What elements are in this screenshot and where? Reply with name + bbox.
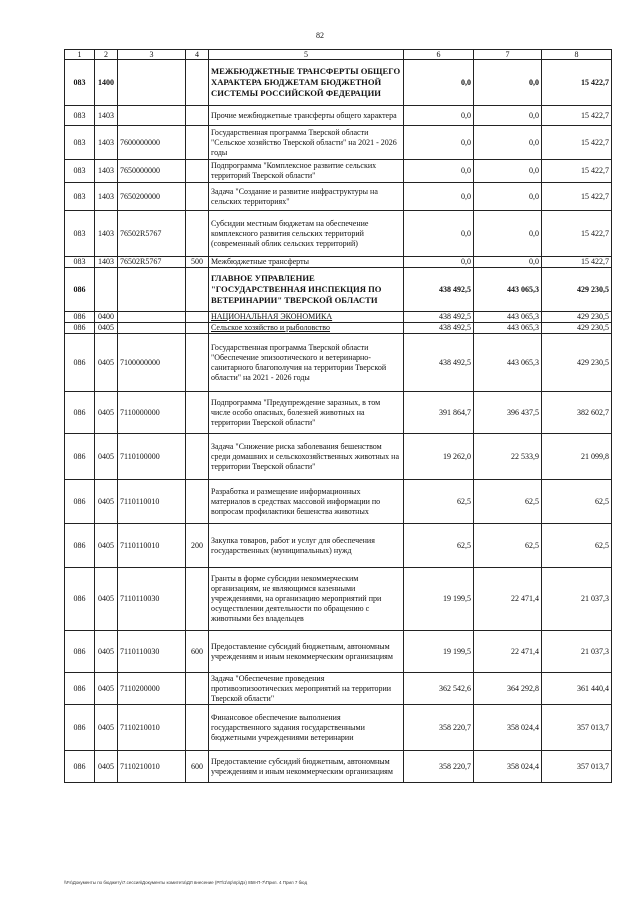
cell-amount-col8: 429 230,5 bbox=[542, 312, 612, 323]
cell-target-article: 7110110010 bbox=[118, 480, 186, 524]
cell-admin-code: 086 bbox=[65, 334, 95, 392]
cell-target-article: 76502R5767 bbox=[118, 257, 186, 268]
table-row bbox=[65, 106, 612, 126]
cell-amount-col6: 438 492,5 bbox=[404, 268, 474, 312]
cell-expense-type bbox=[186, 60, 209, 106]
cell-section-code: 0405 bbox=[95, 480, 118, 524]
cell-admin-code: 086 bbox=[65, 631, 95, 673]
cell-amount-col6: 0,0 bbox=[404, 126, 474, 160]
cell-admin-code: 083 bbox=[65, 160, 95, 183]
table-row bbox=[65, 524, 612, 568]
cell-admin-code: 083 bbox=[65, 257, 95, 268]
cell-amount-col8: 21 099,8 bbox=[542, 434, 612, 480]
cell-admin-code: 083 bbox=[65, 106, 95, 126]
cell-amount-col7: 0,0 bbox=[474, 211, 542, 257]
cell-section-code: 1403 bbox=[95, 126, 118, 160]
cell-admin-code: 086 bbox=[65, 568, 95, 631]
cell-target-article: 7110110030 bbox=[118, 631, 186, 673]
cell-amount-col7: 22 533,9 bbox=[474, 434, 542, 480]
cell-expense-type bbox=[186, 323, 209, 334]
cell-amount-col6: 0,0 bbox=[404, 160, 474, 183]
cell-admin-code: 083 bbox=[65, 60, 95, 106]
file-path-footer: \\Fs\Документы по бюджету\7.сессия\Документы комитета\ДЛ внесение (РП\1\пр\пр\Дэ) 858-П-7\Прил. 4 Прил 7 бюд bbox=[64, 880, 308, 885]
cell-description: Государственная программа Тверской области "Сельское хозяйство Тверской области" на 2021 - 2026 годы bbox=[209, 126, 404, 160]
cell-section-code: 0405 bbox=[95, 568, 118, 631]
cell-description: Задача "Снижение риска заболевания бешенством среди домашних и сельскохозяйственных животных на территории Тверской области" bbox=[209, 434, 404, 480]
cell-amount-col7: 0,0 bbox=[474, 106, 542, 126]
table-row bbox=[65, 705, 612, 751]
cell-target-article: 7650200000 bbox=[118, 183, 186, 211]
table-row bbox=[65, 323, 612, 334]
cell-target-article bbox=[118, 323, 186, 334]
cell-expense-type bbox=[186, 183, 209, 211]
cell-expense-type bbox=[186, 160, 209, 183]
column-header: 6 bbox=[404, 50, 474, 60]
cell-expense-type bbox=[186, 434, 209, 480]
cell-section-code: 0405 bbox=[95, 751, 118, 783]
cell-amount-col6: 19 262,0 bbox=[404, 434, 474, 480]
cell-target-article: 7600000000 bbox=[118, 126, 186, 160]
cell-admin-code: 086 bbox=[65, 705, 95, 751]
table-row bbox=[65, 673, 612, 705]
table-row bbox=[65, 257, 612, 268]
cell-section-code bbox=[95, 268, 118, 312]
cell-admin-code: 086 bbox=[65, 751, 95, 783]
cell-admin-code: 086 bbox=[65, 434, 95, 480]
cell-description: Предоставление субсидий бюджетным, автономным учреждениям и иным некоммерческим организациям bbox=[209, 631, 404, 673]
table-row bbox=[65, 211, 612, 257]
cell-amount-col8: 62,5 bbox=[542, 524, 612, 568]
cell-expense-type bbox=[186, 568, 209, 631]
cell-amount-col7: 358 024,4 bbox=[474, 751, 542, 783]
column-header: 2 bbox=[95, 50, 118, 60]
cell-amount-col6: 358 220,7 bbox=[404, 705, 474, 751]
cell-amount-col7: 22 471,4 bbox=[474, 631, 542, 673]
cell-target-article bbox=[118, 312, 186, 323]
cell-admin-code: 083 bbox=[65, 183, 95, 211]
cell-amount-col7: 22 471,4 bbox=[474, 568, 542, 631]
cell-target-article: 7100000000 bbox=[118, 334, 186, 392]
cell-description: Подпрограмма "Комплексное развитие сельских территорий Тверской области" bbox=[209, 160, 404, 183]
table-row bbox=[65, 126, 612, 160]
cell-amount-col6: 438 492,5 bbox=[404, 312, 474, 323]
cell-target-article: 7110210010 bbox=[118, 705, 186, 751]
cell-amount-col8: 15 422,7 bbox=[542, 126, 612, 160]
cell-expense-type: 500 bbox=[186, 257, 209, 268]
cell-amount-col7: 443 065,3 bbox=[474, 268, 542, 312]
cell-amount-col6: 0,0 bbox=[404, 183, 474, 211]
cell-admin-code: 086 bbox=[65, 323, 95, 334]
cell-amount-col6: 438 492,5 bbox=[404, 323, 474, 334]
cell-section-code: 0405 bbox=[95, 323, 118, 334]
cell-amount-col6: 19 199,5 bbox=[404, 631, 474, 673]
cell-amount-col7: 443 065,3 bbox=[474, 334, 542, 392]
cell-description: Финансовое обеспечение выполнения государственного задания государственными бюджетными учреждениями ветеринарии bbox=[209, 705, 404, 751]
cell-admin-code: 083 bbox=[65, 211, 95, 257]
cell-expense-type bbox=[186, 334, 209, 392]
cell-amount-col6: 438 492,5 bbox=[404, 334, 474, 392]
table-row bbox=[65, 480, 612, 524]
cell-description: ГЛАВНОЕ УПРАВЛЕНИЕ "ГОСУДАРСТВЕННАЯ ИНСПЕКЦИЯ ПО ВЕТЕРИНАРИИ" ТВЕРСКОЙ ОБЛАСТИ bbox=[209, 268, 404, 312]
cell-amount-col8: 361 440,4 bbox=[542, 673, 612, 705]
cell-section-code: 0405 bbox=[95, 524, 118, 568]
cell-amount-col6: 0,0 bbox=[404, 211, 474, 257]
cell-admin-code: 086 bbox=[65, 312, 95, 323]
cell-expense-type bbox=[186, 211, 209, 257]
cell-target-article: 7110200000 bbox=[118, 673, 186, 705]
cell-section-code: 0400 bbox=[95, 312, 118, 323]
table-row bbox=[65, 183, 612, 211]
cell-amount-col6: 362 542,6 bbox=[404, 673, 474, 705]
cell-amount-col7: 443 065,3 bbox=[474, 323, 542, 334]
cell-section-code: 1403 bbox=[95, 257, 118, 268]
cell-target-article: 7650000000 bbox=[118, 160, 186, 183]
cell-section-code: 1403 bbox=[95, 106, 118, 126]
cell-expense-type bbox=[186, 705, 209, 751]
table-row bbox=[65, 160, 612, 183]
cell-description: Задача "Обеспечение проведения противоэпизоотических мероприятий на территории Тверской области" bbox=[209, 673, 404, 705]
cell-expense-type: 600 bbox=[186, 751, 209, 783]
cell-target-article: 7110110030 bbox=[118, 568, 186, 631]
cell-admin-code: 083 bbox=[65, 126, 95, 160]
cell-target-article bbox=[118, 106, 186, 126]
cell-amount-col7: 62,5 bbox=[474, 480, 542, 524]
cell-amount-col7: 0,0 bbox=[474, 160, 542, 183]
cell-amount-col8: 15 422,7 bbox=[542, 257, 612, 268]
cell-amount-col6: 0,0 bbox=[404, 257, 474, 268]
table-row bbox=[65, 268, 612, 312]
cell-amount-col7: 396 437,5 bbox=[474, 392, 542, 434]
cell-target-article bbox=[118, 268, 186, 312]
cell-admin-code: 086 bbox=[65, 524, 95, 568]
cell-amount-col7: 358 024,4 bbox=[474, 705, 542, 751]
cell-amount-col8: 429 230,5 bbox=[542, 268, 612, 312]
cell-expense-type bbox=[186, 126, 209, 160]
table-row bbox=[65, 751, 612, 783]
cell-amount-col8: 429 230,5 bbox=[542, 334, 612, 392]
column-header: 1 bbox=[65, 50, 95, 60]
cell-description: Закупка товаров, работ и услуг для обеспечения государственных (муниципальных) нужд bbox=[209, 524, 404, 568]
table-row bbox=[65, 568, 612, 631]
cell-description: Предоставление субсидий бюджетным, автономным учреждениям и иным некоммерческим организациям bbox=[209, 751, 404, 783]
table-row bbox=[65, 312, 612, 323]
cell-amount-col8: 15 422,7 bbox=[542, 160, 612, 183]
cell-description: Субсидии местным бюджетам на обеспечение комплексного развития сельских территорий (современный облик сельских территорий) bbox=[209, 211, 404, 257]
cell-description: Подпрограмма "Предупреждение заразных, в том числе особо опасных, болезней животных на территории Тверской области" bbox=[209, 392, 404, 434]
cell-amount-col6: 19 199,5 bbox=[404, 568, 474, 631]
table-row bbox=[65, 434, 612, 480]
cell-expense-type bbox=[186, 312, 209, 323]
cell-amount-col6: 0,0 bbox=[404, 60, 474, 106]
column-header: 7 bbox=[474, 50, 542, 60]
cell-description: Сельское хозяйство и рыболовство bbox=[209, 323, 404, 334]
cell-target-article bbox=[118, 60, 186, 106]
cell-target-article: 76502R5767 bbox=[118, 211, 186, 257]
cell-admin-code: 086 bbox=[65, 480, 95, 524]
cell-amount-col7: 0,0 bbox=[474, 183, 542, 211]
cell-amount-col7: 443 065,3 bbox=[474, 312, 542, 323]
cell-amount-col8: 382 602,7 bbox=[542, 392, 612, 434]
cell-expense-type bbox=[186, 480, 209, 524]
cell-description: Гранты в форме субсидии некоммерческим организациям, не являющимся казенными учреждениями, на организацию мероприятий при осуществлении деятельности по обращению с животными без владельцев bbox=[209, 568, 404, 631]
cell-amount-col7: 0,0 bbox=[474, 126, 542, 160]
cell-description: МЕЖБЮДЖЕТНЫЕ ТРАНСФЕРТЫ ОБЩЕГО ХАРАКТЕРА БЮДЖЕТАМ БЮДЖЕТНОЙ СИСТЕМЫ РОССИЙСКОЙ ФЕДЕРАЦИИ bbox=[209, 60, 404, 106]
cell-amount-col6: 0,0 bbox=[404, 106, 474, 126]
budget-table bbox=[64, 49, 612, 783]
cell-description: Разработка и размещение информационных материалов в средствах массовой информации по вопросам профилактики бешенства животных bbox=[209, 480, 404, 524]
cell-admin-code: 086 bbox=[65, 673, 95, 705]
cell-expense-type: 600 bbox=[186, 631, 209, 673]
cell-amount-col8: 21 037,3 bbox=[542, 631, 612, 673]
page-number: 82 bbox=[316, 31, 324, 40]
cell-amount-col8: 429 230,5 bbox=[542, 323, 612, 334]
column-header: 4 bbox=[186, 50, 209, 60]
cell-expense-type bbox=[186, 673, 209, 705]
cell-description: Задача "Создание и развитие инфраструктуры на сельских территориях" bbox=[209, 183, 404, 211]
cell-amount-col6: 62,5 bbox=[404, 524, 474, 568]
cell-target-article: 7110210010 bbox=[118, 751, 186, 783]
cell-amount-col7: 0,0 bbox=[474, 60, 542, 106]
cell-amount-col8: 15 422,7 bbox=[542, 60, 612, 106]
table-row bbox=[65, 334, 612, 392]
cell-section-code: 0405 bbox=[95, 392, 118, 434]
cell-amount-col7: 0,0 bbox=[474, 257, 542, 268]
cell-expense-type bbox=[186, 392, 209, 434]
column-number-row bbox=[65, 50, 612, 60]
cell-section-code: 0405 bbox=[95, 673, 118, 705]
cell-section-code: 1403 bbox=[95, 160, 118, 183]
cell-section-code: 0405 bbox=[95, 705, 118, 751]
cell-amount-col8: 15 422,7 bbox=[542, 106, 612, 126]
cell-amount-col8: 21 037,3 bbox=[542, 568, 612, 631]
cell-amount-col8: 15 422,7 bbox=[542, 183, 612, 211]
cell-description: Государственная программа Тверской области "Обеспечение эпизоотического и ветеринарно-санитарного благополучия на территории Тверской области" на 2021 - 2026 годы bbox=[209, 334, 404, 392]
cell-section-code: 0405 bbox=[95, 434, 118, 480]
cell-section-code: 1403 bbox=[95, 183, 118, 211]
cell-amount-col6: 391 864,7 bbox=[404, 392, 474, 434]
cell-target-article: 7110110010 bbox=[118, 524, 186, 568]
cell-section-code: 1403 bbox=[95, 211, 118, 257]
column-header: 3 bbox=[118, 50, 186, 60]
table-row bbox=[65, 60, 612, 106]
cell-target-article: 7110000000 bbox=[118, 392, 186, 434]
cell-amount-col8: 357 013,7 bbox=[542, 751, 612, 783]
cell-amount-col7: 364 292,8 bbox=[474, 673, 542, 705]
cell-amount-col6: 358 220,7 bbox=[404, 751, 474, 783]
cell-amount-col8: 357 013,7 bbox=[542, 705, 612, 751]
cell-amount-col6: 62,5 bbox=[404, 480, 474, 524]
column-header: 5 bbox=[209, 50, 404, 60]
cell-expense-type: 200 bbox=[186, 524, 209, 568]
cell-amount-col8: 62,5 bbox=[542, 480, 612, 524]
cell-amount-col8: 15 422,7 bbox=[542, 211, 612, 257]
cell-target-article: 7110100000 bbox=[118, 434, 186, 480]
cell-section-code: 1400 bbox=[95, 60, 118, 106]
table-row bbox=[65, 631, 612, 673]
cell-amount-col7: 62,5 bbox=[474, 524, 542, 568]
column-header: 8 bbox=[542, 50, 612, 60]
cell-expense-type bbox=[186, 268, 209, 312]
cell-expense-type bbox=[186, 106, 209, 126]
table-row bbox=[65, 392, 612, 434]
cell-admin-code: 086 bbox=[65, 268, 95, 312]
cell-section-code: 0405 bbox=[95, 334, 118, 392]
cell-description: Прочие межбюджетные трансферты общего характера bbox=[209, 106, 404, 126]
cell-description: Межбюджетные трансферты bbox=[209, 257, 404, 268]
cell-section-code: 0405 bbox=[95, 631, 118, 673]
cell-description: НАЦИОНАЛЬНАЯ ЭКОНОМИКА bbox=[209, 312, 404, 323]
cell-admin-code: 086 bbox=[65, 392, 95, 434]
